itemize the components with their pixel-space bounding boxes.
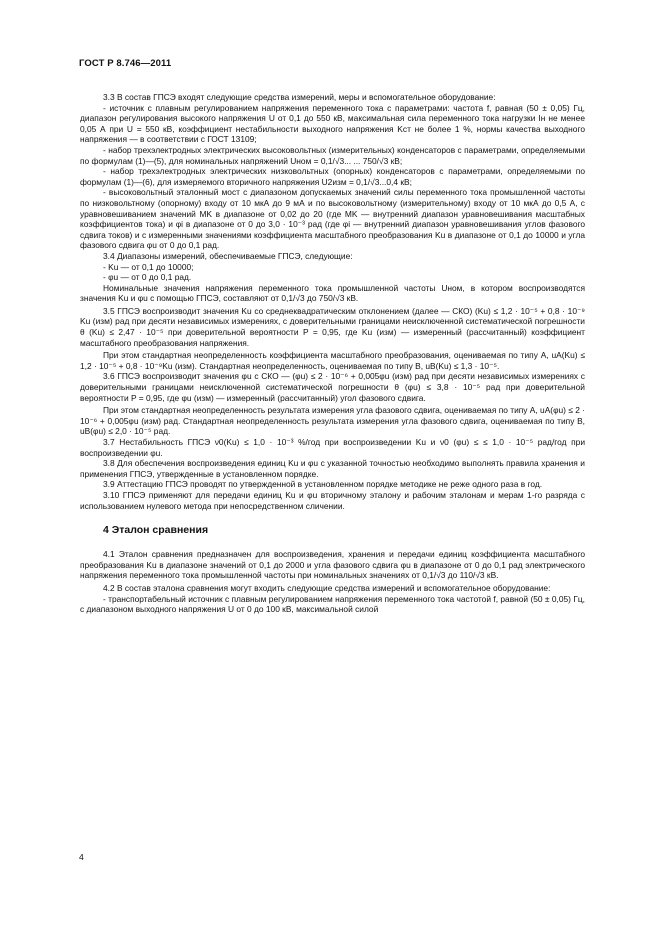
list-item-ku-range: - Ku — от 0,1 до 10000; <box>103 261 194 272</box>
standard-header: ГОСТ Р 8.746—2011 <box>79 58 172 69</box>
paragraph-3-4: 3.4 Диапазоны измерений, обеспечиваемые ГПСЭ, следующие: <box>103 250 353 261</box>
list-item-source: - источник с плавным регулированием напряжения переменного тока с параметрами: частота f, равная (50 ± 0,05) Гц, диапазон регулирования высокого напряжения U от 0,1 до 550 кВ, максимальная сила переменного тока нагрузки Iн не менее 0,05 А при U = 550 кВ, коэффициент нестабильности выходного напряжения Kст не более 1 %, нормы качества выходного напряжения — в соответствии с ГОСТ 13109; <box>80 102 585 145</box>
paragraph-3-7: 3.7 Нестабильность ГПСЭ ν0(Ku) ≤ 1,0 · 10⁻³ %/год при воспроизведении Ku и ν0 (φu) ≤ ≤ 1,0 · 10⁻⁵ рад/год при воспроизведении φu. <box>80 437 585 458</box>
paragraph-4-2: 4.2 В состав эталона сравнения могут входить следующие средства измерений и вспомогательное оборудование: <box>103 582 551 593</box>
section-4-heading: 4 Эталон сравнения <box>103 524 209 537</box>
document-body <box>80 92 585 615</box>
list-item-bridge: - высоковольтный эталонный мост с диапазоном допускаемых значений силы переменного тока промышленной частоты по низковольтному (опорному) входу от 10 мкА до 9 мА и по высоковольтному (измерительному) входу от 10 мкА до 0,5 А, с уравновешиванием значений MK в диапазоне от 0,02 до 20 (где MK — внутренний диапазон уравновешивания масштабных коэффициентов тока) и φi в диапазоне от 0 до 3,0 · 10⁻³ рад (где φi — внутренний диапазон уравновешивания углов фазового сдвига токов) и с измеренными значениями коэффициента масштабного преобразования Ku в диапазоне от 0,1 до 10000 и угла фазового сдвига φu от 0 до 0,1 рад. <box>80 187 585 251</box>
paragraph-3-10: 3.10 ГПСЭ применяют для передачи единиц Ku и φu вторичному эталону и рабочим эталонам и мерам 1-го разряда с использованием нулевого метода при непосредственном сличении. <box>80 489 585 511</box>
list-item-hv-capacitors: - набор трехэлектродных электрических высоковольтных (измерительных) конденсаторов с параметрами, определяемыми по формулам (1)—(5), для номинальных напряжений Uном = 0,1/√3... ... 750/√3 кВ; <box>80 144 585 166</box>
paragraph-3-3: 3.3 В состав ГПСЭ входят следующие средства измерений, меры и вспомогательное оборудование: <box>103 92 496 102</box>
paragraph-uncertainty-phi: При этом стандартная неопределенность результата измерения угла фазового сдвига, оцениваемая по типу A, uA(φu) ≤ 2 · 10⁻⁶ + 0,005φu (изм) рад. Стандартная неопределенность результата измерения угла фазового сдвига, оцениваемая по типу B, uB(φu) ≤ 2,0 · 10⁻⁵ рад. <box>80 405 585 437</box>
paragraph-uncertainty-ku: При этом стандартная неопределенность коэффициента масштабного преобразования, оцениваемая по типу A, uA(Ku) ≤ 1,2 · 10⁻⁵ + 0,8 · 10⁻⁹Ku (изм). Стандартная неопределенность, оцениваемая по типу B, uB(Ku) ≤ 1,3 · 10⁻⁵. <box>80 350 585 371</box>
paragraph-3-8: 3.8 Для обеспечения воспроизведения единиц Ku и φu с указанной точностью необходимо выполнять правила хранения и применения ГПСЭ, утвержденные в установленном порядке. <box>80 458 585 479</box>
paragraph-nominal-voltage: Номинальные значения напряжения переменного тока промышленной частоты Uном, в котором воспроизводятся значения Ku и φu с помощью ГПСЭ, составляют от 0,1/√3 до 750/√3 кВ. <box>80 282 585 304</box>
page-number: 4 <box>79 852 84 862</box>
list-item-lv-capacitors: - набор трехэлектродных электрических низковольтных (опорных) конденсаторов с параметрами, определяемыми по формулам (1)—(6), для измеряемого вторичного напряжения U2изм = 0,1/√3...0,4 кВ; <box>80 166 585 187</box>
paragraph-4-1: 4.1 Эталон сравнения предназначен для воспроизведения, хранения и передачи единиц коэффициента масштабного преобразования Ku в диапазоне значений от 0,1 до 2000 и угла фазового сдвига φu в диапазоне от 0 до 0,1 рад электрического напряжения переменного тока промышленной частоты при номинальных значениях от 0,1/√3 до 110/√3 кВ. <box>80 549 585 581</box>
paragraph-3-5: 3.5 ГПСЭ воспроизводит значения Ku со среднеквадратическим отклонением (далее — СКО) (Ku) ≤ 1,2 · 10⁻⁵ + 0,8 · 10⁻⁹ Ku (изм) рад при десяти независимых измерениях, с доверительными границами неисключенной систематической погрешности θ (Ku) ≤ 2,47 · 10⁻⁵ при доверительной вероятности P = 0,95, где Ku (изм) — измеренный (рассчитанный) коэффициент масштабного преобразования напряжения. <box>80 305 585 348</box>
list-item-phi-range: - φu — от 0 до 0,1 рад. <box>103 272 192 283</box>
paragraph-3-9: 3.9 Аттестацию ГПСЭ проводят по утвержденной в установленном порядке методике не реже одного раза в год. <box>103 479 543 490</box>
list-item-portable-source: - транспортабельный источник с плавным регулированием напряжения переменного тока частотой f, равной (50 ± 0,05) Гц, с диапазоном выходного напряжения U от 0 до 100 кВ, максимальной силой <box>80 593 585 615</box>
paragraph-3-6: 3.6 ГПСЭ воспроизводит значения φu с СКО — (φu) ≤ 2 · 10⁻⁶ + 0,005φu (изм) рад при десяти независимых измерениях с доверительными границами неисключенной систематической погрешности θ (φu) ≤ 3,8 · 10⁻⁵ рад при доверительной вероятности P = 0,95, где φu (изм) — измеренный (рассчитанный) угол фазового сдвига. <box>80 371 585 403</box>
